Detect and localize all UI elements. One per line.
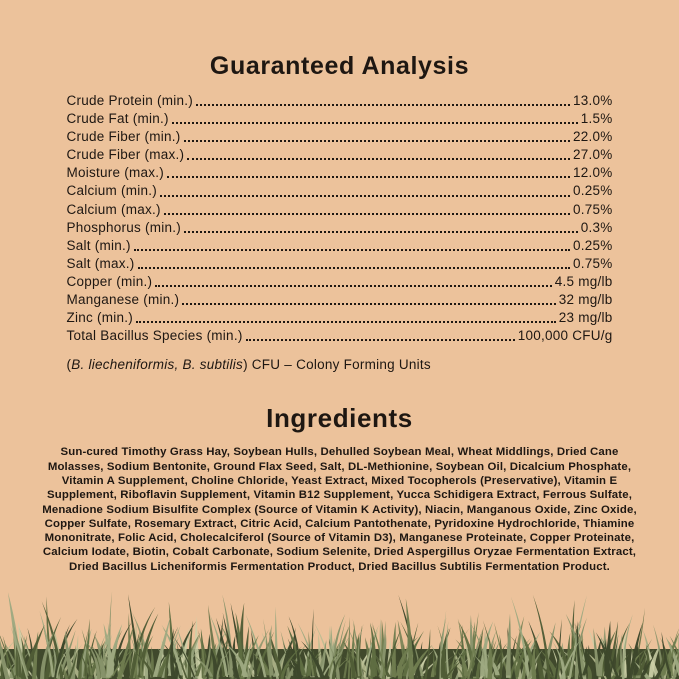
- table-row: [67, 237, 613, 255]
- analysis-label: Moisture (max.): [66, 165, 165, 181]
- dot-leader: [136, 321, 556, 323]
- table-row: [67, 219, 613, 237]
- analysis-label: Crude Fiber (min.): [66, 129, 181, 145]
- dot-leader: [134, 249, 570, 251]
- dot-leader: [182, 303, 555, 305]
- analysis-value: 0.3%: [580, 219, 613, 235]
- footnote-species-italic: B. liecheniformis, B. subtilis: [71, 357, 244, 373]
- dot-leader: [167, 176, 570, 178]
- analysis-value: 0.25%: [572, 237, 613, 253]
- analysis-label: Calcium (min.): [66, 183, 158, 199]
- analysis-value: 0.75%: [572, 201, 613, 217]
- guaranteed-analysis-title: Guaranteed Analysis: [209, 52, 470, 80]
- table-row: [67, 110, 613, 128]
- analysis-value: 4.5 mg/lb: [554, 273, 613, 289]
- analysis-label: Phosphorus (min.): [66, 219, 182, 235]
- analysis-label: Crude Fat (min.): [66, 111, 169, 127]
- table-row: [67, 309, 613, 327]
- analysis-label: Crude Fiber (max.): [66, 147, 185, 163]
- table-row: [67, 146, 613, 164]
- analysis-label: Total Bacillus Species (min.): [66, 328, 243, 344]
- table-row: [67, 128, 613, 146]
- dot-leader: [172, 122, 578, 124]
- table-row: [67, 273, 613, 291]
- table-row: [67, 291, 613, 309]
- analysis-label: Calcium (max.): [66, 201, 161, 217]
- cfu-footnote: [67, 357, 613, 372]
- analysis-value: 0.25%: [572, 183, 613, 199]
- analysis-value: 0.75%: [572, 255, 613, 271]
- ingredients-list-text: Sun-cured Timothy Grass Hay, Soybean Hulls, Dehulled Soybean Meal, Wheat Middlings, Dried Cane Molasses, Sodium Bentonite, Ground Flax Seed, Salt, DL-Methionine, Soybean Oil, Dicalcium Phosphate, Vitamin A Supplement, Choline Chloride, Yeast Extract, Mixed Tocopherols (Preservative), Vitamin E Supplement, Riboflavin Supplement, Vitamin B12 Supplement, Yucca Schidigera Extract, Ferrous Sulfate, Menadione Sodium Bisulfite Complex (Source of Vitamin K Activity), Niacin, Manganous Oxide, Zinc Oxide, Copper Sulfate, Rosemary Extract, Citric Acid, Calcium Pantothenate, Pyridoxine Hydrochloride, Thiamine Mononitrate, Folic Acid, Cholecalciferol (Source of Vitamin D3), Manganese Proteinate, Copper Proteinate, Calcium Iodate, Biotin, Cobalt Carbonate, Sodium Selenite, Dried Aspergillus Oryzae Fermentation Extract, Dried Bacillus Licheniformis Fermentation Product, Dried Bacillus Subtilis Fermentation Product.: [42, 446, 637, 573]
- dot-leader: [246, 339, 515, 341]
- table-row: [67, 327, 613, 345]
- analysis-label: Zinc (min.): [66, 310, 133, 326]
- analysis-label: Salt (max.): [66, 255, 135, 271]
- dot-leader: [196, 104, 570, 106]
- table-row: [67, 182, 613, 200]
- dot-leader: [184, 140, 570, 142]
- analysis-value: 1.5%: [580, 111, 613, 127]
- footnote-open-paren: (: [66, 357, 72, 373]
- analysis-value: 100,000 CFU/g: [517, 328, 613, 344]
- hay-grass-svg: [0, 587, 679, 679]
- dot-leader: [155, 285, 551, 287]
- table-row: [67, 255, 613, 273]
- analysis-value: 13.0%: [572, 93, 613, 108]
- analysis-value: 12.0%: [572, 165, 613, 181]
- dot-leader: [187, 158, 570, 160]
- dot-leader: [138, 267, 570, 269]
- analysis-value: 22.0%: [572, 129, 613, 145]
- analysis-label: Copper (min.): [66, 273, 153, 289]
- analysis-value: 27.0%: [572, 147, 613, 163]
- analysis-label: Manganese (min.): [66, 292, 180, 308]
- table-row: [67, 201, 613, 219]
- guaranteed-analysis-table: [67, 92, 613, 345]
- ingredients-title: Ingredients: [266, 403, 413, 434]
- dot-leader: [160, 195, 570, 197]
- footnote-rest: ) CFU – Colony Forming Units: [243, 357, 431, 373]
- table-row: [67, 164, 613, 182]
- analysis-label: Crude Protein (min.): [66, 93, 194, 108]
- dot-leader: [164, 213, 570, 215]
- hay-grass-image: [0, 587, 679, 679]
- table-row: [67, 92, 613, 110]
- dot-leader: [184, 231, 578, 233]
- analysis-label: Salt (min.): [66, 237, 131, 253]
- analysis-value: 23 mg/lb: [558, 310, 613, 326]
- analysis-value: 32 mg/lb: [558, 292, 613, 308]
